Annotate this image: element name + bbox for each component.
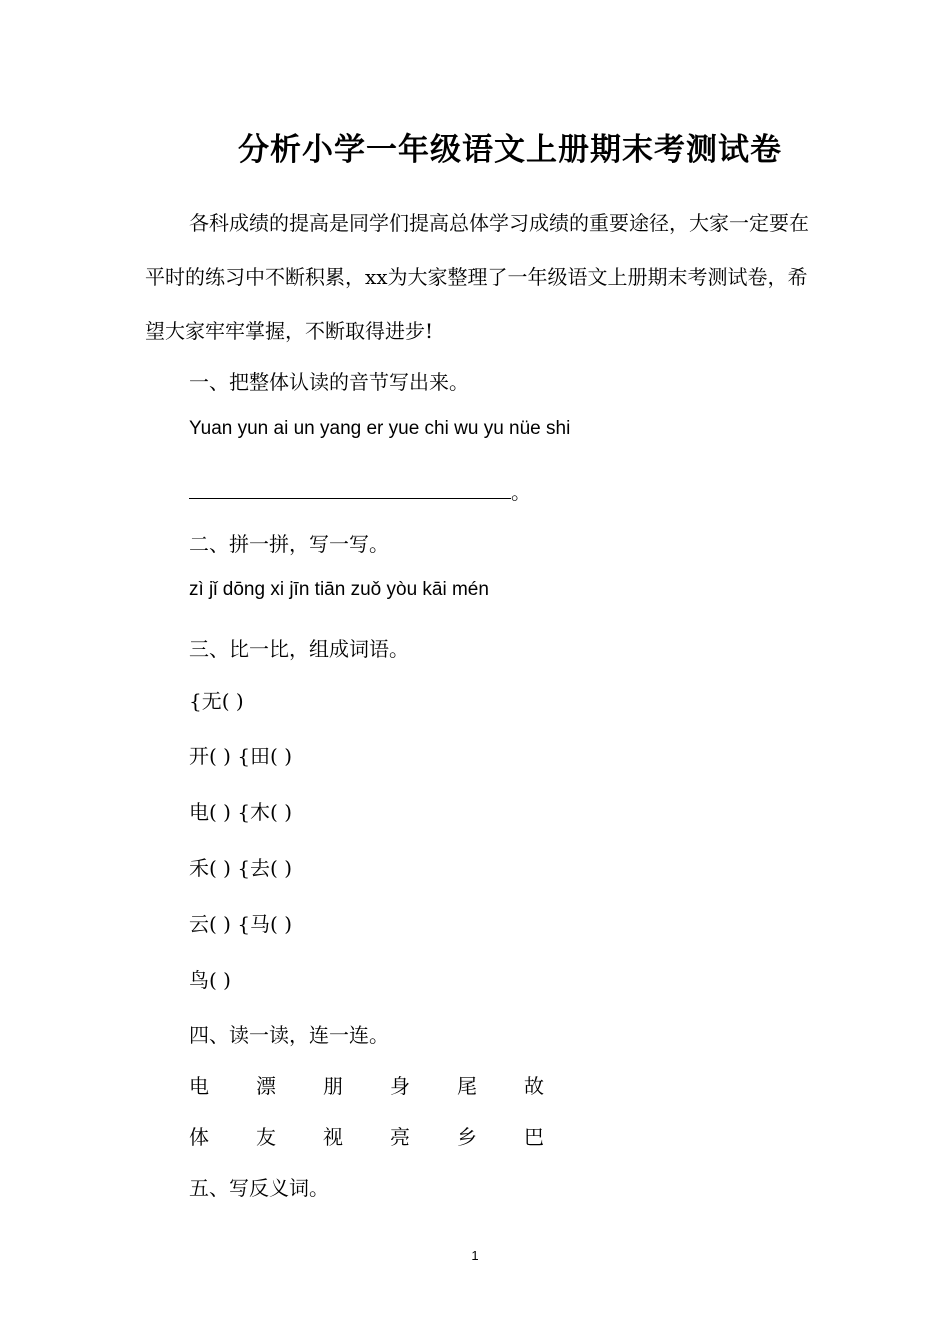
question-3-line: 电( ) {木( ) [189, 800, 293, 824]
char-cell: 漂 [256, 1074, 276, 1098]
char-cell: 视 [323, 1125, 343, 1149]
question-3-line: 禾( ) {去( ) [189, 856, 293, 880]
char-cell: 尾 [457, 1074, 477, 1098]
intro-paragraph: 各科成绩的提高是同学们提高总体学习成绩的重要途径，大家一定要在平时的练习中不断积累，xx为大家整理了一年级语文上册期末考测试卷，希望大家牢牢掌握，不断取得进步! [145, 211, 809, 343]
char-cell: 友 [256, 1125, 276, 1149]
question-3-line: {无( ) [189, 689, 244, 713]
char-cell: 体 [189, 1125, 209, 1149]
question-4-row-1 [189, 1070, 591, 1099]
question-5-heading: 五、写反义词。 [189, 1176, 329, 1200]
question-1-syllables: Yuan yun ai un yang er yue chi wu yu nüe shi [189, 418, 571, 439]
answer-line-end: 。 [511, 480, 531, 504]
question-4-row-2 [189, 1121, 591, 1150]
question-3-line: 鸟( ) [189, 968, 231, 992]
page-number: 1 [471, 1248, 479, 1263]
question-1-heading: 一、把整体认读的音节写出来。 [189, 370, 469, 394]
question-3-line: 开( ) {田( ) [189, 744, 293, 768]
char-cell: 巴 [524, 1125, 544, 1149]
char-cell: 乡 [457, 1125, 477, 1149]
char-cell: 亮 [390, 1125, 410, 1149]
question-1-answer-line [189, 476, 531, 505]
char-cell: 电 [189, 1074, 209, 1098]
char-cell: 身 [390, 1074, 410, 1098]
char-cell: 故 [524, 1074, 544, 1098]
question-2-pinyin: zì jǐ dōng xi jīn tiān zuǒ yòu kāi mén [189, 579, 489, 600]
question-3-line: 云( ) {马( ) [189, 912, 293, 936]
question-2-heading: 二、拼一拼，写一写。 [189, 532, 389, 556]
document-title: 分析小学一年级语文上册期末考测试卷 [238, 132, 782, 168]
question-3-heading: 三、比一比，组成词语。 [189, 637, 409, 661]
char-cell: 朋 [323, 1074, 343, 1098]
question-4-heading: 四、读一读，连一连。 [189, 1023, 389, 1047]
answer-blank [189, 484, 511, 499]
